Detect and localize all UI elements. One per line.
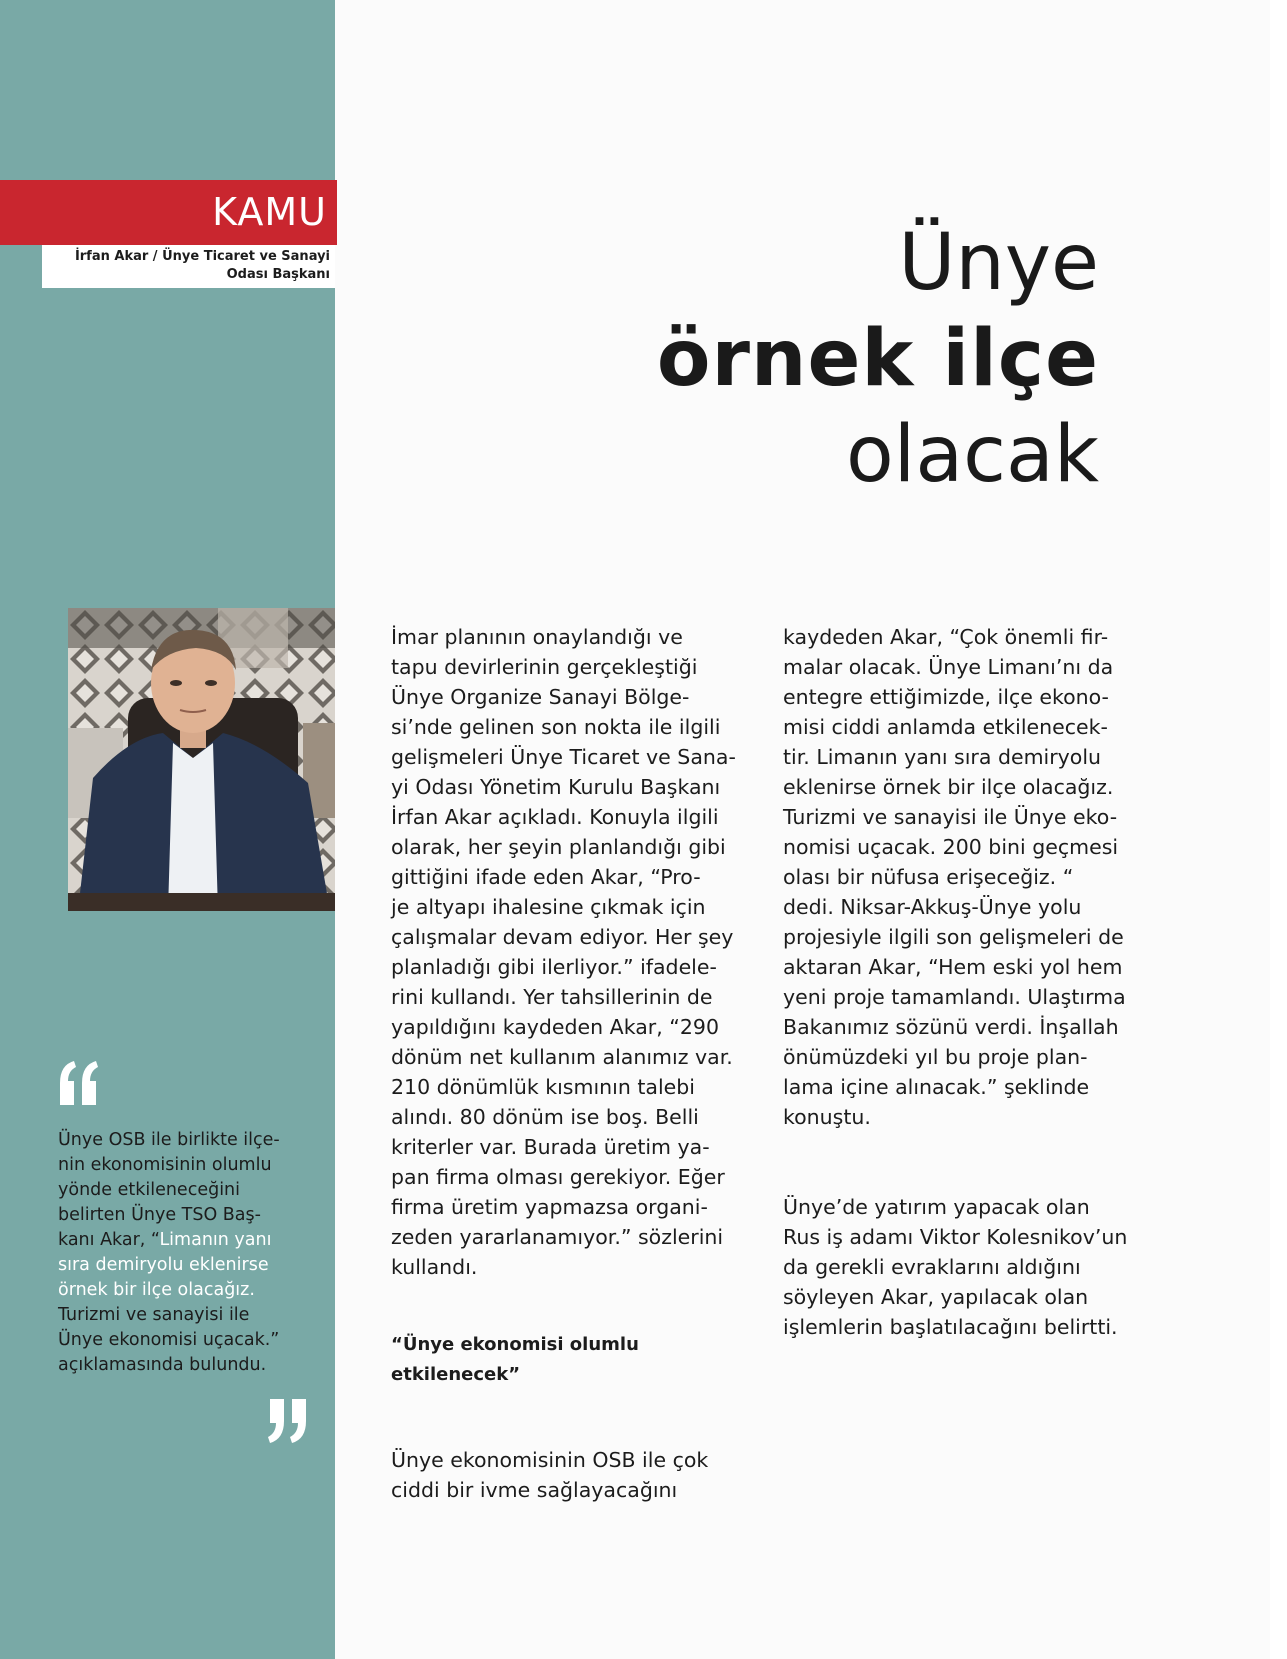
column2-paragraph-1: kaydeden Akar, “Çok önemli fir- malar olacak. Ünye Limanı’nı da entegre ettiğimizde, ilçe ekono- misi ciddi anlamda etkilenecek- tir. Limanın yanı sıra demiryolu eklenirse örnek bir ilçe olacağız. Turizmi ve sanayisi ile Ünye eko- nomisi uçacak. 200 bini geçmesi olası bir nüfusa erişeceğiz. “ dedi. Niksar-Akkuş-Ünye yolu projesiyle ilgili son gelişmeleri de aktaran Akar, “Hem eski yol hem yeni proje tamamlandı. Ulaştırma Bakanımız sözünü verdi. İnşallah önümüzdeki yıl bu proje plan- lama içine alınacak.” şeklinde konuştu. [783,625,1126,1129]
pull-quote [58,1128,308,1378]
title-line-2: örnek ilçe [656,314,1099,404]
right-margin-strip [1270,0,1287,1659]
section-tag [0,180,337,245]
title-line-3: olacak [845,410,1099,500]
portrait-illustration [68,608,335,911]
close-quote-icon [264,1393,314,1453]
byline-role: Odası Başkanı [226,267,330,282]
article-column-2 [783,592,1163,1372]
title-line-1: Ünye [898,218,1099,308]
pull-quote-lead: Ünye OSB ile birlikte ilçe- nin ekonomisinin olumlu yönde etkileneceğini belirten Ünye TSO Baş- kanı Akar, “ [58,1130,280,1250]
column1-paragraph-2: Ünye ekonomisinin OSB ile çok ciddi bir ivme sağlayacağını [391,1448,709,1502]
section-label: KAMU [212,190,327,234]
column2-paragraph-2: Ünye’de yatırım yapacak olan Rus iş adamı Viktor Kolesnikov’un da gerekli evraklarını aldığını söyleyen Akar, yapılacak olan işlemlerin başlatılacağını belirtti. [783,1195,1128,1339]
pull-quote-tail: Turizmi ve sanayisi ile Ünye ekonomisi uçacak.” açıklamasında bulundu. [58,1305,280,1375]
portrait-photo [68,608,335,911]
column1-subheading: “Ünye ekonomisi olumlu etkilenecek” [391,1334,639,1385]
pull-quote-highlight: Limanın yanı sıra demiryolu eklenirse örnek bir ilçe olacağız. [58,1230,272,1300]
byline [42,245,335,288]
byline-name: İrfan Akar / Ünye Ticaret ve Sanayi [74,249,330,264]
open-quote-icon [56,1055,106,1115]
article-column-1 [391,592,766,1535]
column1-paragraph-1: İmar planının onaylandığı ve tapu devirlerinin gerçekleştiği Ünye Organize Sanayi Bölge- si’nde gelinen son nokta ile ilgili gelişmeleri Ünye Ticaret ve Sana- yi Odası Yönetim Kurulu Başkanı İrfan Akar açıkladı. Konuyla ilgili olarak, her şeyin planlandığı gibi gittiğini ifade eden Akar, “Pro- je altyapı ihalesine çıkmak için çalışmalar devam ediyor. Her şey planladığı gibi ilerliyor.” ifadele- rini kullandı. Yer tahsillerinin de yapıldığını kaydeden Akar, “290 dönüm net kullanım alanımız var. 210 dönümlük kısmının talebi alındı. 80 dönüm ise boş. Belli kriterler var. Burada üretim ya- pan firma olması gerekiyor. Eğer firma üretim yapmazsa organi- zeden yararlanamıyor.” sözlerini kullandı. [391,625,736,1279]
article-title [499,215,1099,503]
